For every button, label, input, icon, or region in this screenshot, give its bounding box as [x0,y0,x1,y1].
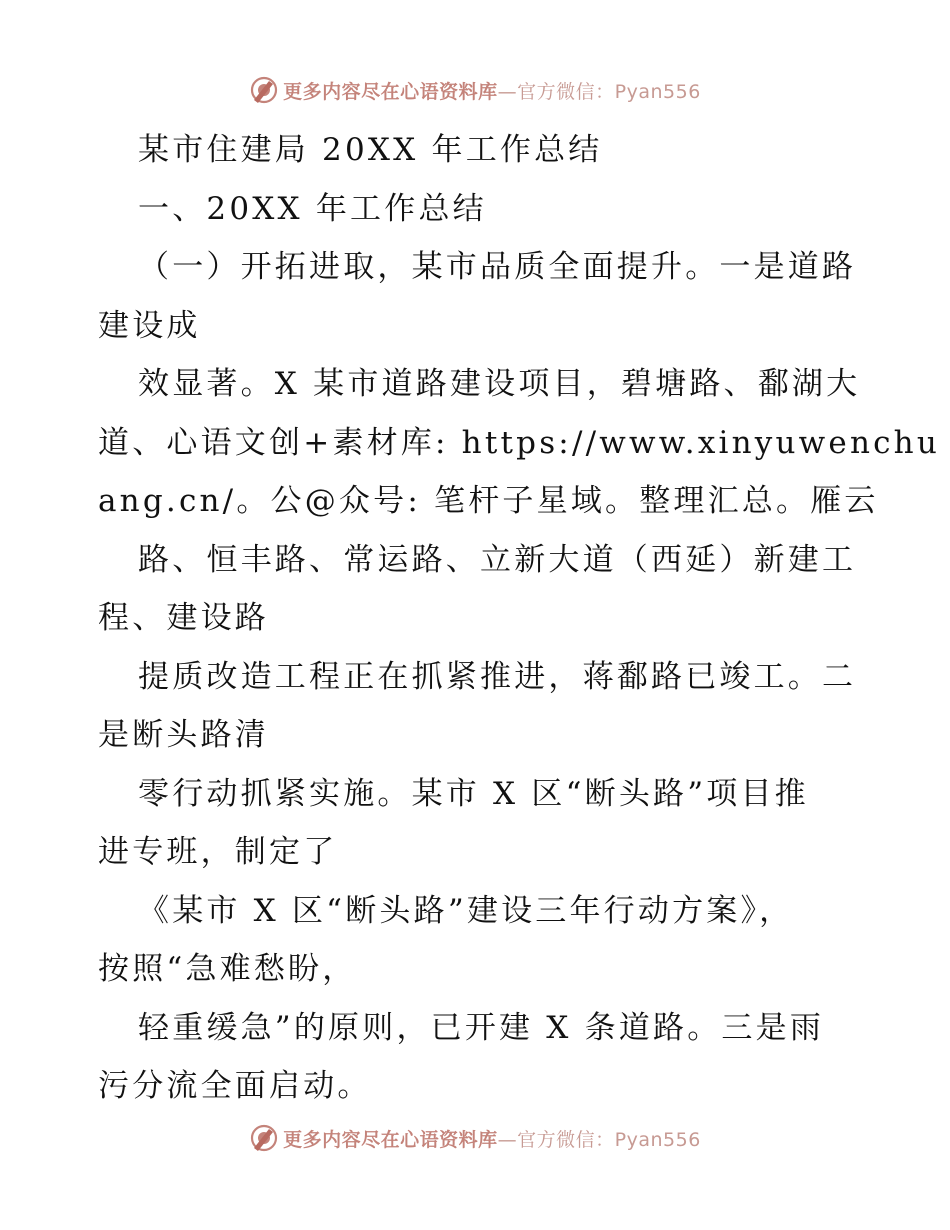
document-title: 某市住建局 20XX 年工作总结 [138,132,603,168]
paragraph-line: 《某市 X 区“断头路”建设三年行动方案》， [138,892,794,929]
paragraph-line: 建设成 [98,307,201,344]
pen-logo-icon [249,75,279,105]
paragraph-line: 提质改造工程正在抓紧推进，蒋鄱路已竣工。二 [138,658,857,695]
paragraph-line: 按照“急难愁盼， [98,951,357,987]
paragraph-line: 程、建设路 [98,600,269,636]
watermark-text: 更多内容尽在心语资料库—官方微信：Pyan556 [283,1128,701,1151]
watermark-text: 更多内容尽在心语资料库—官方微信：Pyan556 [283,80,701,103]
paragraph-line: 轻重缓急”的原则，已开建 X 条道路。三是雨 [138,1009,825,1046]
paragraph-line: 道、心语文创+素材库: https://www.xinyuwenchu [98,424,940,461]
paragraph-line: 进专班，制定了 [98,834,338,870]
paragraph-line: ang.cn/。公@众号: 笔杆子星域。整理汇总。雁云 [98,483,879,519]
paragraph-line: 是断头路清 [98,717,269,753]
paragraph-line: （一）开拓进取，某市品质全面提升。一是道路 [138,249,857,285]
paragraph-line: 效显著。X 某市道路建设项目，碧塘路、鄱湖大 [138,366,861,402]
paragraph-line: 零行动抓紧实施。某市 X 区“断头路”项目推 [138,775,809,812]
paragraph-line: 路、恒丰路、常运路、立新大道（西延）新建工 [138,541,857,578]
watermark-banner-top [0,70,950,110]
watermark-banner-bottom [0,1118,950,1158]
pen-logo-icon [249,1123,279,1153]
section-heading: 一、20XX 年工作总结 [138,190,487,227]
document-body [98,121,940,1116]
paragraph-line: 污分流全面启动。 [98,1068,372,1104]
